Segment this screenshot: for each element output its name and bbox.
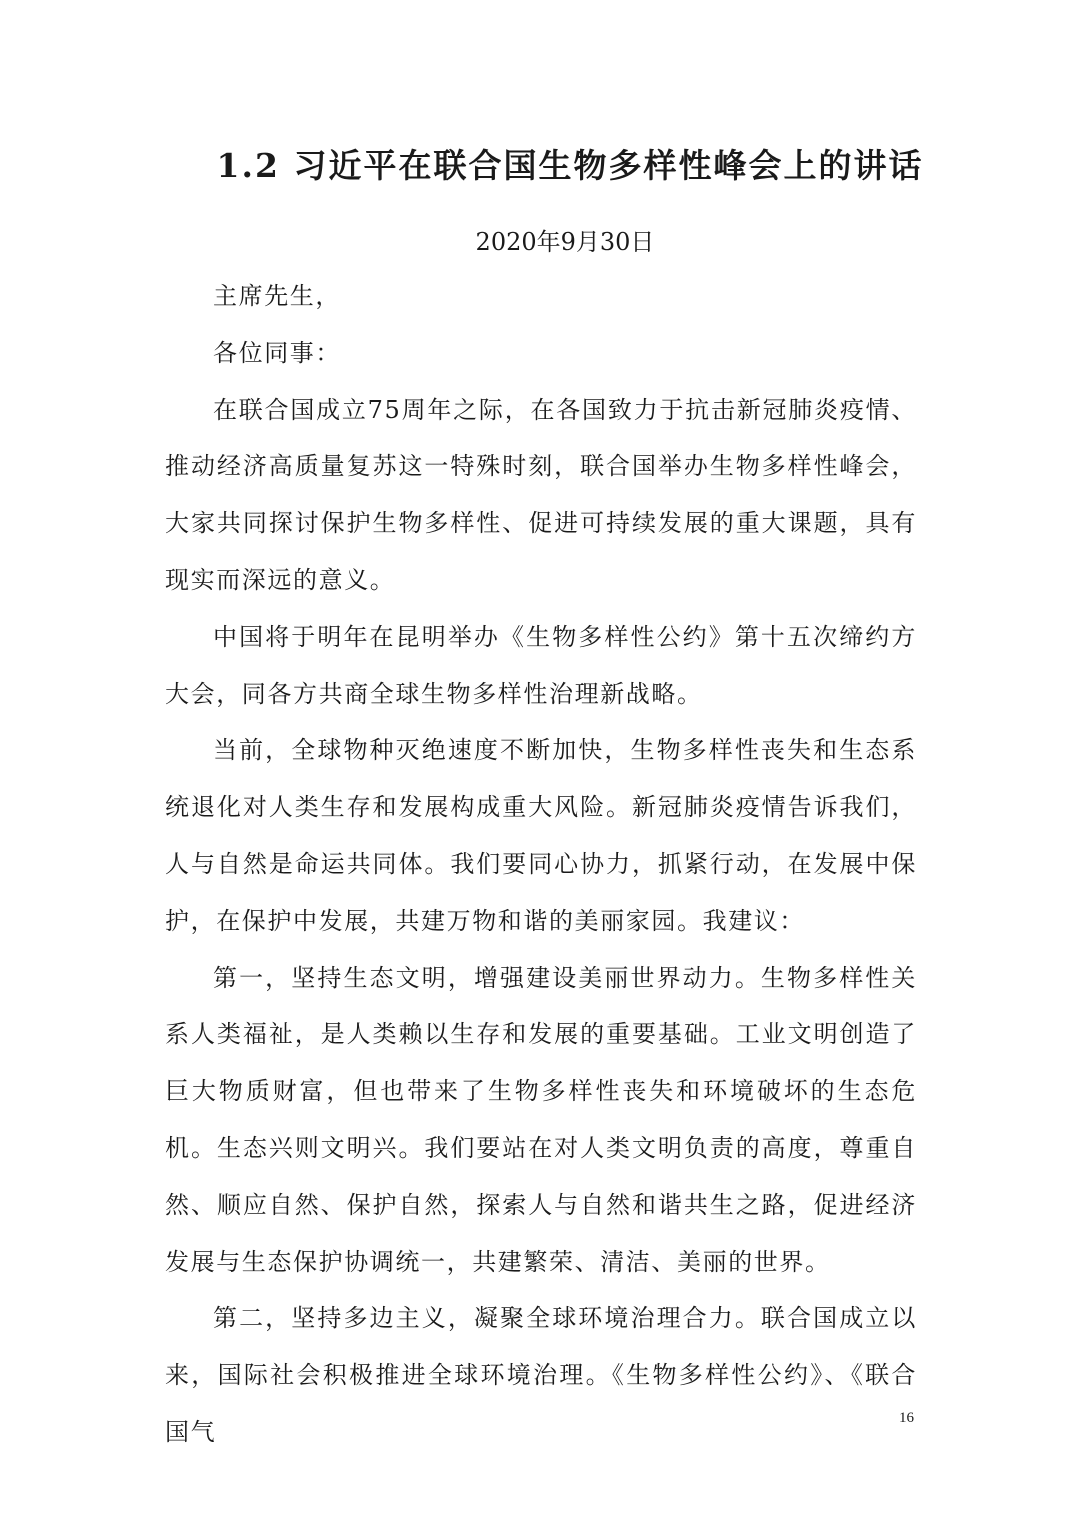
- page-title: 1.2 习近平在联合国生物多样性峰会上的讲话: [216, 146, 924, 185]
- page-number: 16: [899, 1410, 914, 1426]
- salutation-chairman: 主席先生，: [213, 282, 341, 310]
- paragraph: 第一，坚持生态文明，增强建设美丽世界动力。生物多样性关系人类福祉，是人类赖以生存和发展的重要基础。工业文明创造了巨大物质财富，但也带来了生物多样性丧失和环境破坏的生态危机。生态兴则文明兴。我们要站在对人类文明负责的高度，尊重自然、顺应自然、保护自然，探索人与自然和谐共生之路，促进经济发展与生态保护协调统一，共建繁荣、清洁、美丽的世界。: [165, 963, 917, 1276]
- paragraph: 在联合国成立75周年之际，在各国致力于抗击新冠肺炎疫情、推动经济高质量复苏这一特殊时刻，联合国举办生物多样性峰会，大家共同探讨保护生物多样性、促进可持续发展的重大课题，具有现实而深远的意义。: [165, 395, 917, 594]
- speech-date: 2020年9月30日: [475, 228, 655, 256]
- paragraph: 当前，全球物种灭绝速度不断加快，生物多样性丧失和生态系统退化对人类生存和发展构成重大风险。新冠肺炎疫情告诉我们，人与自然是命运共同体。我们要同心协力，抓紧行动，在发展中保护，在保护中发展，共建万物和谐的美丽家园。我建议：: [165, 736, 917, 935]
- salutation-colleagues: 各位同事：: [213, 338, 341, 367]
- speech-body: [165, 268, 917, 1461]
- paragraph: 第二，坚持多边主义，凝聚全球环境治理合力。联合国成立以来，国际社会积极推进全球环境治理。《生物多样性公约》、《联合国气: [165, 1304, 917, 1446]
- paragraph: 中国将于明年在昆明举办《生物多样性公约》第十五次缔约方大会，同各方共商全球生物多样性治理新战略。: [165, 622, 917, 708]
